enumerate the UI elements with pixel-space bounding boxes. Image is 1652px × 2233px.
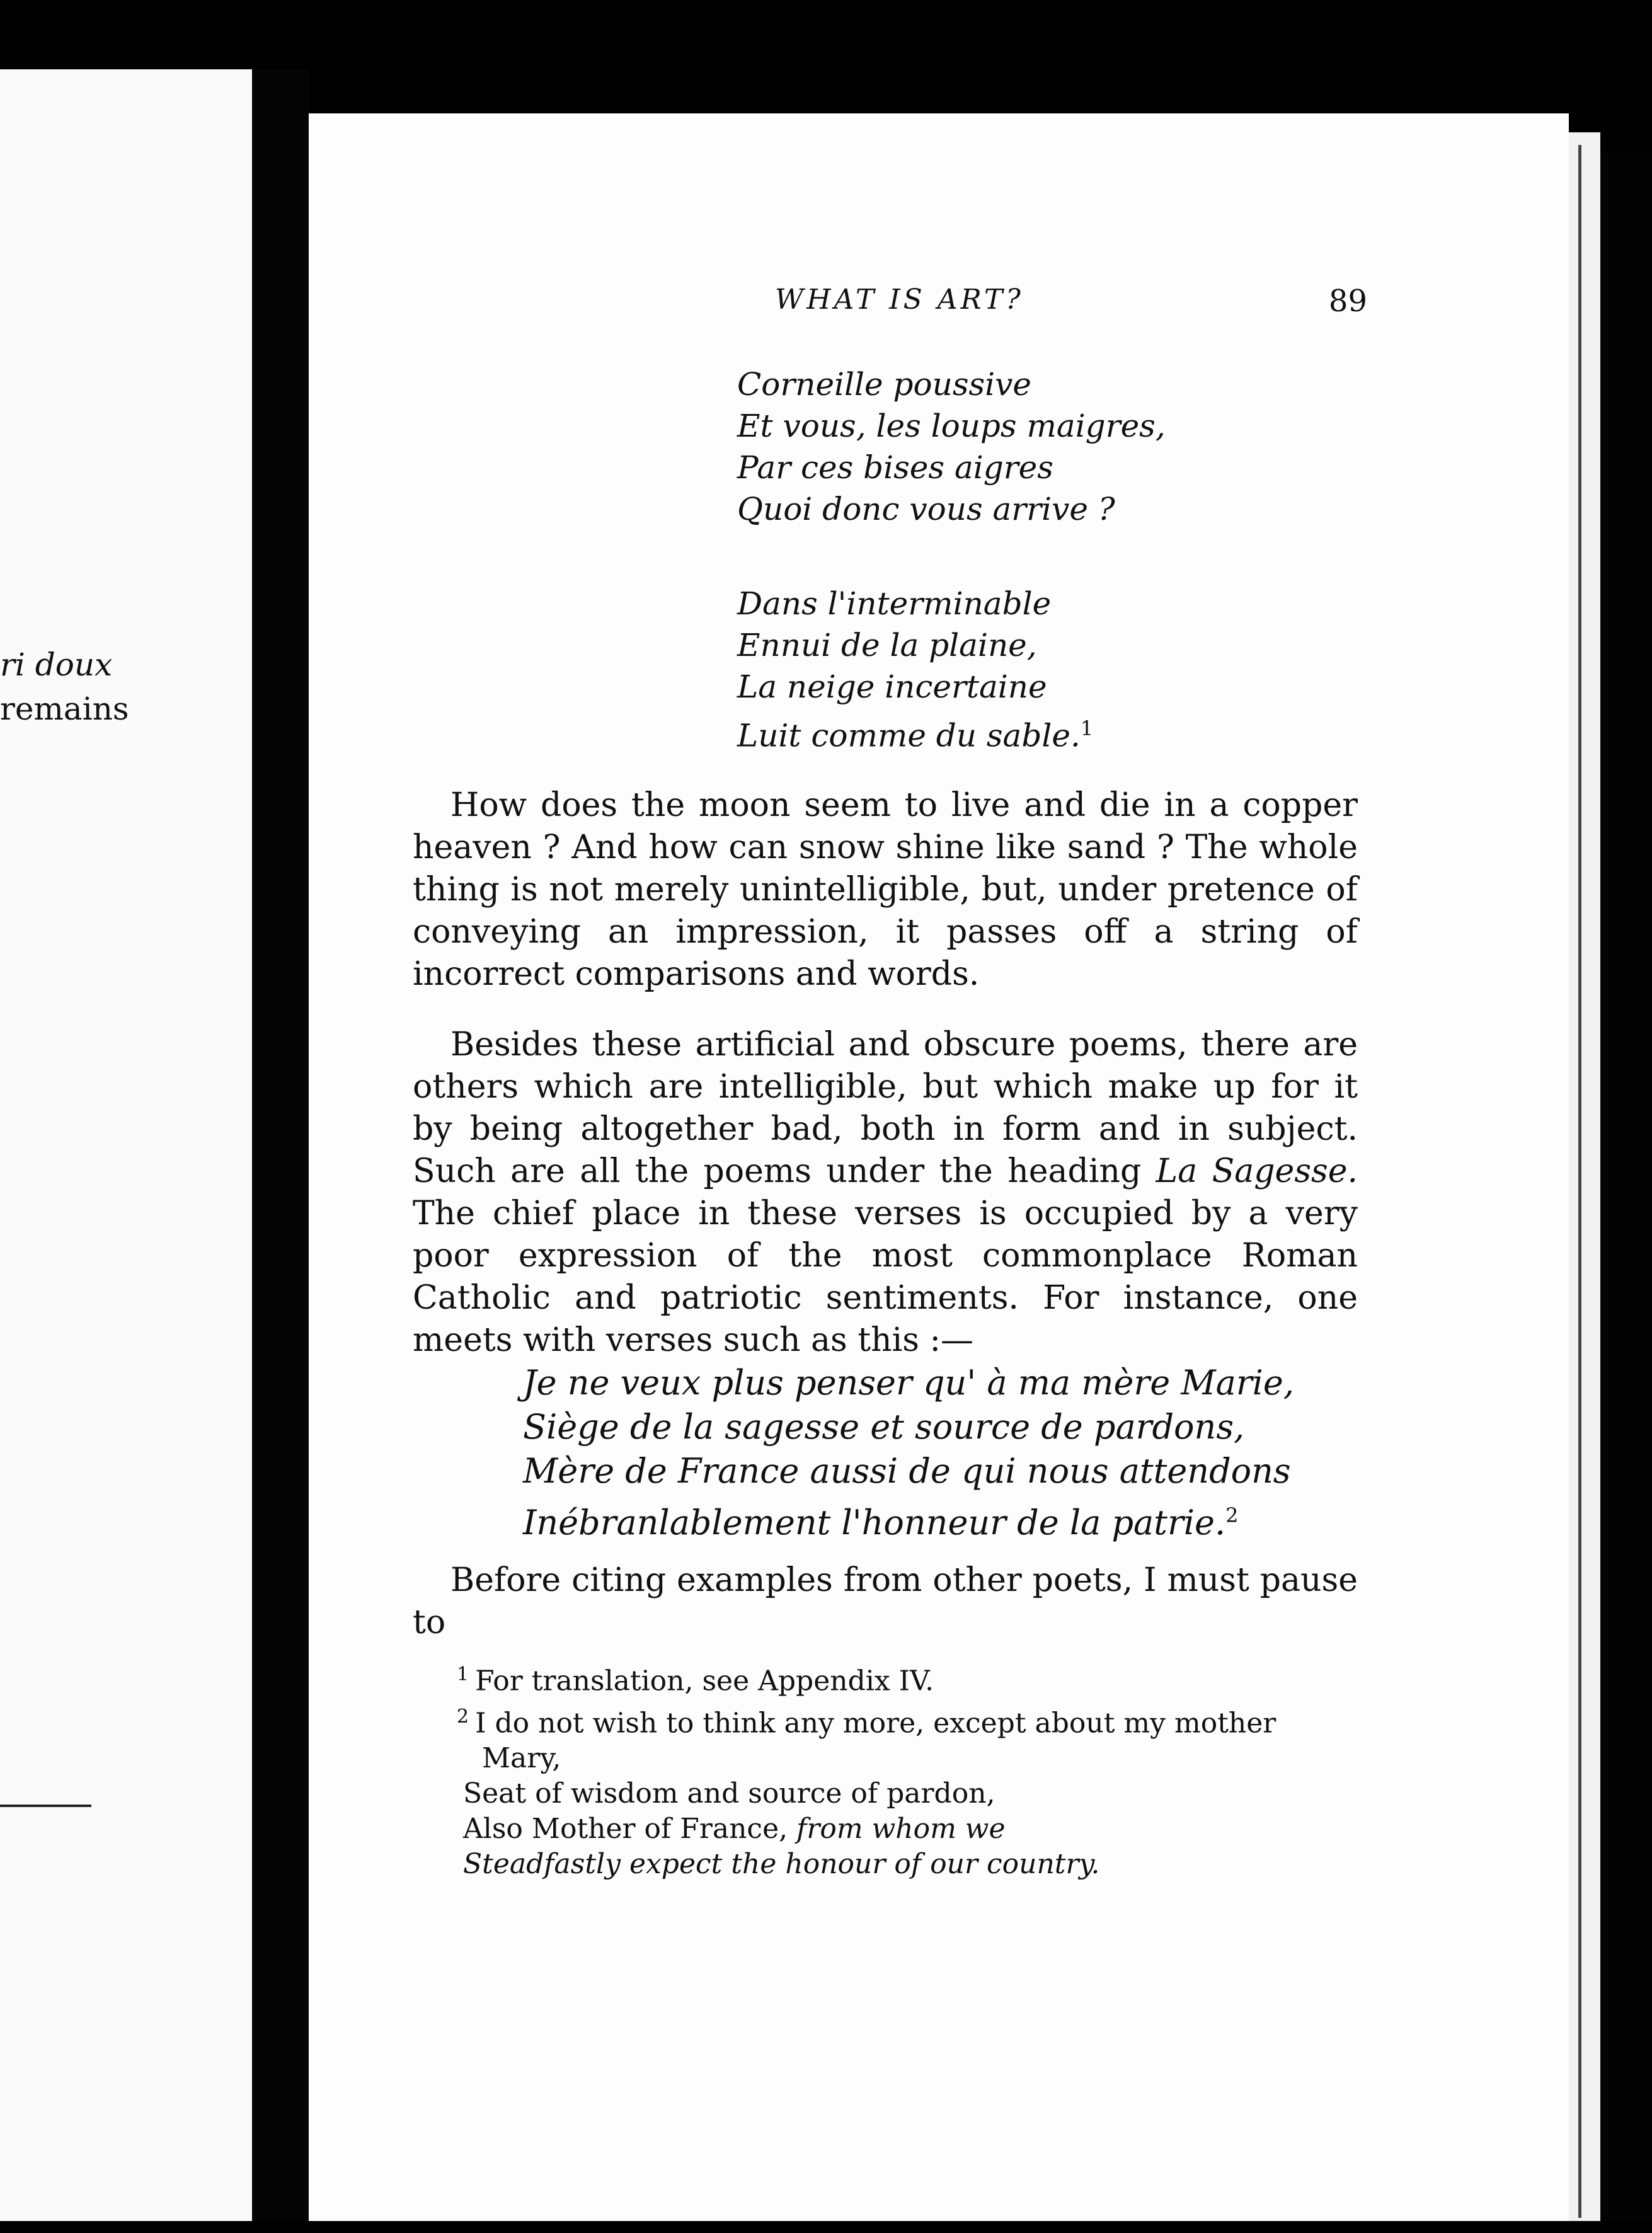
footnote-2 xyxy=(457,1699,1358,1742)
poem-line: Ennui de la plaine, xyxy=(737,627,1037,663)
footnote-rule xyxy=(0,1805,91,1807)
poem-line: La neige incertaine xyxy=(737,669,1047,705)
footnote-text: For translation, see Appendix IV. xyxy=(475,1665,934,1697)
left-page xyxy=(0,69,252,2221)
footnote-number: 2 xyxy=(457,1705,469,1728)
page-edge-line xyxy=(1578,145,1581,2218)
page-edge-shadow xyxy=(1600,151,1652,2221)
poem-line: Quoi donc vous arrive ? xyxy=(737,491,1115,527)
page-number: 89 xyxy=(1328,284,1367,319)
poem-line: Dans l'interminable xyxy=(737,585,1052,622)
verse-quotation xyxy=(523,1361,1295,1545)
paragraph xyxy=(413,1024,1358,1362)
footnotes xyxy=(457,1657,1358,1882)
poem-stanza xyxy=(737,583,1178,757)
footnote-text-part: from whom we xyxy=(796,1813,1006,1846)
left-page-fragment: remains xyxy=(0,691,129,727)
paragraph xyxy=(413,784,1358,996)
footnote-number: 1 xyxy=(457,1663,469,1685)
quote-line: Siège de la sagesse et source de pardons, xyxy=(523,1407,1245,1447)
collection-title: La Sagesse. xyxy=(1156,1152,1358,1190)
poem-line: Corneille poussive xyxy=(737,366,1031,403)
quote-line-text: Inébranlablement l'honneur de la patrie. xyxy=(523,1503,1226,1542)
poem-stanza xyxy=(737,364,1178,530)
poem-line xyxy=(737,708,1178,757)
footnote-text: I do not wish to think any more, except about my mother xyxy=(475,1707,1276,1740)
running-title: WHAT IS ART? xyxy=(775,284,1024,316)
page-edge xyxy=(1569,132,1600,2221)
footnote-ref: 2 xyxy=(1225,1503,1239,1527)
footnote-text: Mary, xyxy=(482,1742,561,1775)
footnote-text-part: Also Mother of France, xyxy=(463,1813,797,1846)
footnote-1 xyxy=(457,1657,1358,1699)
footnote-text: Steadfastly expect the honour of our country. xyxy=(463,1848,1100,1881)
paragraph xyxy=(413,1559,1358,1644)
paragraph-text-part: The chief place in these verses is occupied by a very poor expression of the most commonplace Roman Catholic and patriotic sentiments. For instance, one meets with verses such as this :— xyxy=(413,1195,1358,1359)
quote-line: Je ne veux plus penser qu' à ma mère Marie, xyxy=(523,1363,1295,1403)
paragraph-text: How does the moon seem to live and die in a copper heaven ? And how can snow shine like sand ? The whole thing is not merely unintelligible, but, under pretence of conveying an impression, it passes off a string of incorrect comparisons and words. xyxy=(413,786,1358,993)
footnote-text: Seat of wisdom and source of pardon, xyxy=(463,1777,995,1810)
book-gutter xyxy=(252,69,309,2221)
running-head xyxy=(413,284,1367,321)
paragraph-text xyxy=(413,1024,1358,1362)
quote-line xyxy=(523,1493,1279,1545)
poem-line: Par ces bises aigres xyxy=(737,449,1053,486)
poem-line-text: Luit comme du sable. xyxy=(737,717,1081,754)
paragraph-text: Before citing examples from other poets, I must pause to xyxy=(413,1561,1358,1641)
footnote-text xyxy=(457,1811,1358,1847)
left-page-fragment: ri doux xyxy=(0,646,113,683)
quote-line: Mère de France aussi de qui nous attendons xyxy=(523,1451,1291,1491)
poem-line: Et vous, les loups maigres, xyxy=(737,408,1166,444)
footnote-ref: 1 xyxy=(1080,716,1094,740)
paragraph-text-part: Besides these artificial and obscure poems, there are others which are intelligible, but which make up for it by being altogether bad, both in form and in subject. Such are all the poems under the heading xyxy=(413,1026,1358,1190)
